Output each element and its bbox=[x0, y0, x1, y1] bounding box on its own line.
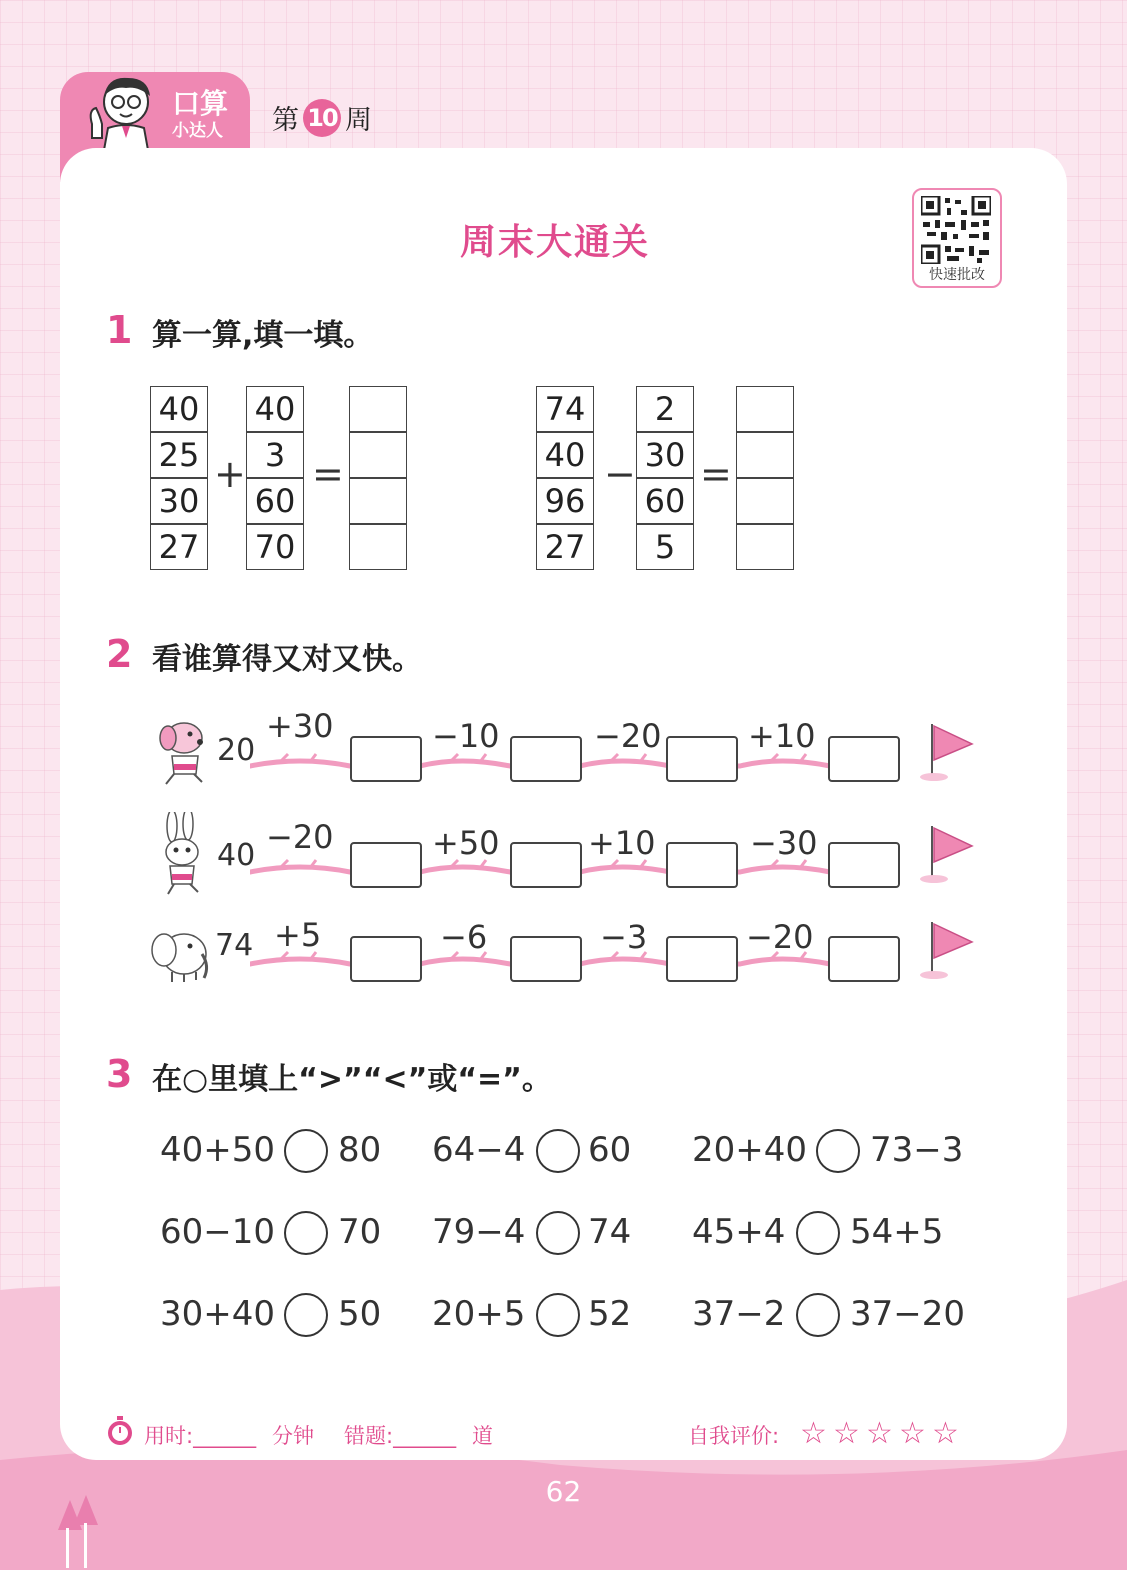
chain-answer-box[interactable] bbox=[350, 736, 422, 782]
week-prefix: 第 bbox=[272, 105, 299, 136]
section-1-title: 算一算,填一填。 bbox=[152, 318, 374, 353]
comparison-right-expr: 54+5 bbox=[850, 1212, 944, 1252]
answer-cell[interactable] bbox=[736, 432, 794, 478]
comparison-right-expr: 74 bbox=[588, 1212, 632, 1252]
answer-cell[interactable] bbox=[349, 432, 407, 478]
stopwatch-icon bbox=[106, 1416, 134, 1446]
chain-answer-box[interactable] bbox=[510, 842, 582, 888]
chain-operation: −30 bbox=[750, 824, 818, 862]
comparison-left-expr: 64−4 bbox=[432, 1130, 526, 1170]
chain-operation: +10 bbox=[748, 717, 816, 755]
comparison-left-expr: 20+40 bbox=[692, 1130, 808, 1170]
plus-sign: + bbox=[214, 452, 246, 496]
week-indicator bbox=[272, 98, 372, 137]
operand-cell: 25 bbox=[150, 432, 208, 478]
operand-cell: 60 bbox=[636, 478, 694, 524]
comparison-circle[interactable] bbox=[796, 1211, 840, 1255]
qr-code-label: 快速批改 bbox=[929, 267, 985, 283]
comparison-right-expr: 80 bbox=[338, 1130, 382, 1170]
brand-subtitle: 小达人 bbox=[172, 121, 223, 141]
time-used-label: 用时:______ bbox=[144, 1424, 257, 1448]
puppy-icon bbox=[152, 716, 212, 786]
comparison-right-expr: 37−20 bbox=[850, 1294, 966, 1334]
section-2-number: 2 bbox=[106, 632, 133, 676]
comparison-left-expr: 45+4 bbox=[692, 1212, 786, 1252]
operand-cell: 40 bbox=[246, 386, 304, 432]
week-number-badge: 10 bbox=[303, 99, 341, 137]
chain-operation: +5 bbox=[274, 916, 322, 954]
chain-operation: −20 bbox=[594, 717, 662, 755]
chain-operation: +30 bbox=[266, 707, 334, 745]
minutes-unit: 分钟 bbox=[272, 1424, 314, 1448]
operand-cell: 40 bbox=[150, 386, 208, 432]
answer-cell[interactable] bbox=[736, 386, 794, 432]
comparison-left-expr: 30+40 bbox=[160, 1294, 276, 1334]
comparison-circle[interactable] bbox=[796, 1293, 840, 1337]
finish-flag-icon bbox=[918, 918, 976, 980]
errors-label: 错题:______ bbox=[344, 1424, 457, 1448]
qr-code-icon bbox=[921, 196, 991, 264]
operand-cell: 3 bbox=[246, 432, 304, 478]
page-title: 周末大通关 bbox=[459, 222, 650, 263]
minus-sign: − bbox=[604, 452, 636, 496]
comparison-right-expr: 60 bbox=[588, 1130, 632, 1170]
self-eval-label: 自我评价: bbox=[688, 1424, 780, 1448]
comparison-left-expr: 20+5 bbox=[432, 1294, 526, 1334]
boy-mascot-icon bbox=[78, 72, 164, 150]
comparison-circle[interactable] bbox=[284, 1211, 328, 1255]
answer-cell[interactable] bbox=[349, 524, 407, 570]
comparison-left-expr: 79−4 bbox=[432, 1212, 526, 1252]
rating-star-icon[interactable]: ☆ bbox=[833, 1416, 860, 1451]
equals-sign: = bbox=[312, 452, 344, 496]
errors-unit: 道 bbox=[472, 1424, 493, 1448]
comparison-circle[interactable] bbox=[816, 1129, 860, 1173]
chain-answer-box[interactable] bbox=[666, 736, 738, 782]
comparison-left-expr: 60−10 bbox=[160, 1212, 276, 1252]
operand-cell: 96 bbox=[536, 478, 594, 524]
chain-start-value: 20 bbox=[217, 733, 256, 768]
equals-sign: = bbox=[700, 452, 732, 496]
section-3-number: 3 bbox=[106, 1052, 133, 1096]
rating-star-icon[interactable]: ☆ bbox=[899, 1416, 926, 1451]
section-3-title: 在○里填上“>”“<”或“=”。 bbox=[152, 1062, 552, 1097]
brand-title: 口算 bbox=[172, 87, 229, 120]
rating-star-icon[interactable]: ☆ bbox=[932, 1416, 959, 1451]
answer-cell[interactable] bbox=[736, 524, 794, 570]
comparison-circle[interactable] bbox=[536, 1129, 580, 1173]
comparison-left-expr: 37−2 bbox=[692, 1294, 786, 1334]
operand-cell: 2 bbox=[636, 386, 694, 432]
comparison-right-expr: 50 bbox=[338, 1294, 382, 1334]
comparison-right-expr: 70 bbox=[338, 1212, 382, 1252]
chain-answer-box[interactable] bbox=[666, 842, 738, 888]
finish-flag-icon bbox=[918, 822, 976, 884]
rabbit-icon bbox=[152, 812, 212, 896]
operand-cell: 27 bbox=[536, 524, 594, 570]
comparison-left-expr: 40+50 bbox=[160, 1130, 276, 1170]
answer-cell[interactable] bbox=[349, 386, 407, 432]
chain-operation: +10 bbox=[588, 824, 656, 862]
chain-answer-box[interactable] bbox=[828, 842, 900, 888]
comparison-right-expr: 73−3 bbox=[870, 1130, 964, 1170]
operand-cell: 60 bbox=[246, 478, 304, 524]
page-number: 62 bbox=[545, 1475, 582, 1508]
comparison-right-expr: 52 bbox=[588, 1294, 632, 1334]
section-1-number: 1 bbox=[106, 308, 133, 352]
chain-answer-box[interactable] bbox=[350, 936, 422, 982]
chain-start-value: 74 bbox=[215, 928, 254, 963]
comparison-circle[interactable] bbox=[536, 1293, 580, 1337]
chain-answer-box[interactable] bbox=[666, 936, 738, 982]
operand-cell: 30 bbox=[150, 478, 208, 524]
operand-cell: 40 bbox=[536, 432, 594, 478]
chain-operation: −20 bbox=[746, 918, 814, 956]
comparison-circle[interactable] bbox=[284, 1293, 328, 1337]
operand-cell: 74 bbox=[536, 386, 594, 432]
chain-start-value: 40 bbox=[217, 838, 256, 873]
chain-answer-box[interactable] bbox=[510, 736, 582, 782]
chain-operation: −10 bbox=[432, 717, 500, 755]
answer-cell[interactable] bbox=[736, 478, 794, 524]
comparison-circle[interactable] bbox=[536, 1211, 580, 1255]
answer-cell[interactable] bbox=[349, 478, 407, 524]
operand-cell: 70 bbox=[246, 524, 304, 570]
chain-answer-box[interactable] bbox=[828, 936, 900, 982]
week-suffix: 周 bbox=[345, 105, 372, 136]
finish-flag-icon bbox=[918, 720, 976, 782]
rating-star-icon[interactable]: ☆ bbox=[800, 1416, 827, 1451]
comparison-circle[interactable] bbox=[284, 1129, 328, 1173]
chain-operation: −20 bbox=[266, 818, 334, 856]
rating-star-icon[interactable]: ☆ bbox=[866, 1416, 893, 1451]
chain-answer-box[interactable] bbox=[828, 736, 900, 782]
chain-operation: −6 bbox=[440, 918, 488, 956]
chain-operation: +50 bbox=[432, 824, 500, 862]
chain-answer-box[interactable] bbox=[510, 936, 582, 982]
section-2-title: 看谁算得又对又快。 bbox=[152, 642, 422, 677]
chain-operation: −3 bbox=[600, 918, 648, 956]
operand-cell: 27 bbox=[150, 524, 208, 570]
operand-cell: 5 bbox=[636, 524, 694, 570]
chain-answer-box[interactable] bbox=[350, 842, 422, 888]
operand-cell: 30 bbox=[636, 432, 694, 478]
elephant-icon bbox=[150, 922, 212, 984]
